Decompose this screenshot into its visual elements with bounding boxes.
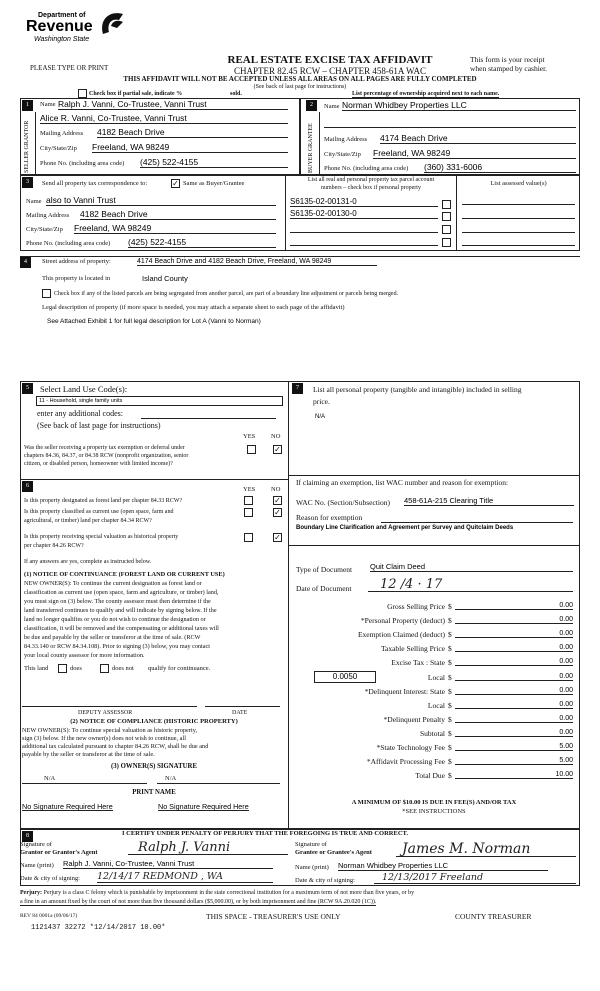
- doc-date-label: Date of Document: [296, 584, 352, 593]
- partial-sale-checkbox[interactable]: [78, 89, 87, 98]
- local-rate-field[interactable]: 0.0050: [314, 671, 376, 683]
- forest-land-question: Is this property designated as forest land per chapter 84.33 RCW?: [24, 498, 183, 504]
- rev-number: REV 84 0001a (09/06/17): [20, 913, 78, 919]
- corr-phone-label: Phone No. (including area code): [26, 240, 111, 247]
- amount-value[interactable]: 5.00: [455, 743, 573, 751]
- perjury-line-2: a fine in an amount fixed by the court of not more than five thousand dollars ($5,000.00), or by both imprisonment and fine (RCW 9A.20.020 (1C)).: [20, 899, 377, 905]
- grantee-signature[interactable]: James M. Norman: [396, 842, 576, 857]
- amount-value[interactable]: 0.00: [455, 630, 573, 638]
- buyer-name-label: Name: [324, 103, 340, 110]
- print-name-label: PRINT NAME: [132, 789, 176, 796]
- reason-field[interactable]: Boundary Line Clarification and Agreement per Survey and Quitclaim Deeds: [296, 525, 514, 531]
- amount-label: Taxable Selling Price: [380, 644, 445, 654]
- seller-city-label: City/State/Zip: [40, 145, 77, 152]
- does-label: does: [70, 665, 82, 672]
- grantor-signature[interactable]: Ralph J. Vanni: [128, 841, 288, 855]
- amount-label: *Personal Property (deduct): [360, 616, 445, 626]
- notice-compliance-line: NEW OWNER(S): To continue special valuation as historic property,: [22, 727, 198, 734]
- section-4-badge: 4: [20, 257, 31, 268]
- does-not-checkbox[interactable]: [100, 664, 109, 673]
- county-treasurer-label: COUNTY TREASURER: [455, 912, 532, 921]
- seller-exemption-q2: chapters 84.36, 84.37, or 84.38 RCW (nonprofit organization, senior: [24, 453, 189, 459]
- seller-exemption-q3: citizen, or disabled person, homeowner with limited income)?: [24, 461, 173, 467]
- currency-sign: $: [448, 771, 452, 781]
- list-pct-label: List percentage of ownership acquired next to each name.: [352, 91, 500, 97]
- grantee-agent-label: Grantee or Grantee's Agent: [295, 849, 372, 856]
- yes-header: YES: [243, 433, 256, 440]
- parcel-1-personal-checkbox[interactable]: [442, 200, 451, 209]
- yes-header-6: YES: [243, 486, 256, 493]
- logo-line2: Revenue: [26, 18, 93, 35]
- perjury-line-1: [20, 890, 414, 896]
- wac-label: WAC No. (Section/Subsection): [296, 498, 390, 507]
- doc-type-label: Type of Document: [296, 565, 353, 574]
- parcel-header-2: numbers – check box if personal property: [321, 185, 421, 191]
- logo-line1: Department of: [38, 12, 86, 19]
- grantee-name-label: Name (print): [295, 864, 329, 871]
- notice-continuance-line: classification as current use (open space, farm and agriculture, or timber) land,: [24, 589, 219, 596]
- located-label: This property is located in: [42, 275, 111, 282]
- this-land-label: This land: [24, 665, 49, 672]
- personal-property-field[interactable]: N/A: [315, 414, 326, 420]
- buyer-city-field[interactable]: Freeland, WA 98249: [373, 149, 576, 159]
- form-warning: THIS AFFIDAVIT WILL NOT BE ACCEPTED UNLESS ALL AREAS ON ALL PAGES ARE FULLY COMPLETED: [123, 75, 477, 83]
- notice-continuance-line: be due and payable by the seller or transferor at the time of sale. (RCW: [24, 634, 201, 641]
- grantor-date-field[interactable]: 12/14/17 REDMOND , WA: [97, 872, 273, 883]
- see-instructions-text: *SEE INSTRUCTIONS: [402, 808, 466, 815]
- seller-name2-field[interactable]: Alice R. Vanni, Co-Trustee, Vanni Trust: [40, 114, 288, 124]
- amount-label: *Delinquent Penalty: [383, 714, 445, 724]
- wac-field[interactable]: 458-61A-215 Clearing Title: [404, 497, 574, 506]
- amount-label: Local: [427, 700, 445, 710]
- grantor-sig-of: Signature of: [20, 841, 52, 848]
- no-header-6: NO: [271, 486, 281, 493]
- historic-no-checkbox[interactable]: ✓: [274, 533, 281, 542]
- amount-label: Local: [427, 672, 445, 682]
- notice-continuance-line: land no longer qualifies or you do not wish to continue the designation or: [24, 616, 206, 623]
- sold-label: sold.: [230, 91, 242, 97]
- certify-text: I CERTIFY UNDER PENALTY OF PERJURY THAT THE FOREGOING IS TRUE AND CORRECT.: [122, 830, 409, 837]
- buyer-city-label: City/State/Zip: [324, 151, 361, 158]
- notice-compliance-title: (2) NOTICE OF COMPLIANCE (HISTORIC PROPERTY): [70, 718, 238, 725]
- buyer-side-label: BUYER GRANTEE: [308, 123, 314, 173]
- forest-yes-checkbox[interactable]: [244, 496, 253, 505]
- buyer-mail-label: Mailing Address: [324, 136, 368, 143]
- corr-name-field[interactable]: also to Vanni Trust: [46, 196, 276, 206]
- personal-property-label: List all personal property (tangible and intangible) included in selling: [313, 385, 522, 394]
- owner-signature-2[interactable]: N/A: [157, 776, 280, 784]
- parcel-1-field[interactable]: S6135-02-00131-0: [290, 198, 438, 207]
- amount-label: *Delinquent Interest: State: [364, 686, 445, 696]
- amount-value[interactable]: 0.00: [455, 687, 573, 695]
- buyer-mail-field[interactable]: 4174 Beach Drive: [380, 134, 576, 144]
- currency-sign: $: [448, 658, 452, 668]
- seller-exemption-yes-checkbox[interactable]: [247, 445, 256, 454]
- logo-line3: Washington State: [34, 36, 90, 43]
- notice-continuance-line: you must sign on (3) below. The county assessor must then determine if the: [24, 598, 211, 605]
- grantor-name-label: Name (print): [20, 862, 54, 869]
- land-use-see-back: (See back of last page for instructions): [37, 421, 161, 430]
- segregated-label: Check box if any of the listed parcels are being segregated from another parcel, are part of a boundary line adjustment or parcels being merged.: [54, 291, 399, 297]
- does-not-label: does not: [112, 665, 134, 672]
- parcel-4-personal-checkbox[interactable]: [442, 238, 451, 247]
- buyer-phone-label: Phone No. (including area code): [324, 165, 409, 172]
- form-title: REAL ESTATE EXCISE TAX AFFIDAVIT: [227, 54, 433, 66]
- amount-label: Subtotal: [419, 728, 445, 738]
- section-8-badge: 8: [22, 831, 33, 842]
- notice-continuance-line: your local county assessor for more information.: [24, 652, 145, 659]
- parcel-2-field[interactable]: S6135-02-00130-0: [290, 210, 438, 219]
- if-yes-text: If any answers are yes, complete as instructed below.: [24, 559, 152, 565]
- partial-sale-label: Check box if partial sale, indicate %: [89, 91, 183, 97]
- notice-compliance-line: sign (3) below. If the new owner(s) does not wish to continue, all: [22, 735, 186, 742]
- doc-date-field[interactable]: 12 /4 · 17: [368, 578, 573, 592]
- send-correspondence-label: Send all property tax correspondence to:: [42, 180, 148, 187]
- qualify-label: qualify for continuance.: [148, 665, 211, 672]
- print-name-1[interactable]: No Signature Required Here: [22, 802, 113, 811]
- amount-value[interactable]: 10.00: [455, 771, 573, 779]
- currency-sign: $: [448, 757, 452, 767]
- amount-value[interactable]: 0.00: [455, 715, 573, 723]
- land-use-select[interactable]: 11 - Household, single family units: [36, 396, 283, 406]
- currency-sign: $: [448, 616, 452, 626]
- no-header: NO: [271, 433, 281, 440]
- amount-value[interactable]: 0.00: [455, 729, 573, 737]
- currency-sign: $: [448, 686, 452, 696]
- amount-value[interactable]: 0.00: [455, 602, 573, 610]
- parcel-2-personal-checkbox[interactable]: [442, 212, 451, 221]
- amount-value[interactable]: 0.00: [455, 644, 573, 652]
- buyer-name-field[interactable]: Norman Whidbey Properties LLC: [342, 101, 576, 111]
- perjury-label: Perjury:: [20, 890, 42, 896]
- notice-compliance-line: payable by the seller or transferor at the time of sale.: [22, 751, 155, 758]
- buyer-phone-field[interactable]: (360) 331-6006: [424, 163, 576, 173]
- grantor-name-field[interactable]: Ralph J. Vanni, Co-Trustee, Vanni Trust: [63, 860, 273, 869]
- price-label: price.: [313, 397, 330, 406]
- notice-continuance-line: land transferred continues to qualify and will indicate by signing below. If the: [24, 607, 217, 614]
- grantee-sig-of: Signature of: [295, 841, 327, 848]
- current-use-yes-checkbox[interactable]: [244, 508, 253, 517]
- notice-compliance-line: additional tax calculated pursuant to chapter 84.26 RCW, shall be due and: [22, 743, 209, 750]
- seller-exemption-no-checkbox[interactable]: ✓: [274, 445, 281, 454]
- same-as-buyer-checkbox[interactable]: ✓: [172, 179, 179, 188]
- receipt-line2: when stamped by cashier.: [470, 64, 548, 73]
- please-type: PLEASE TYPE OR PRINT: [30, 64, 109, 72]
- corr-phone-field[interactable]: (425) 522-4155: [128, 238, 276, 248]
- historic-question-2: per chapter 84.26 RCW?: [24, 543, 84, 549]
- treasurer-use-label: THIS SPACE - TREASURER'S USE ONLY: [206, 912, 341, 921]
- amount-label: Total Due: [415, 771, 445, 781]
- perjury-text-1: Perjury is a class C felony which is punishable by imprisonment in the state correctional institution for a maximum term of not more than five years, or by: [42, 890, 415, 896]
- current-use-no-checkbox[interactable]: ✓: [274, 508, 281, 517]
- amount-value[interactable]: 0.00: [455, 673, 573, 681]
- amount-value[interactable]: 0.00: [455, 701, 573, 709]
- currency-sign: $: [448, 743, 452, 752]
- historic-yes-checkbox[interactable]: [244, 533, 253, 542]
- form-chapter: CHAPTER 82.45 RCW – CHAPTER 458-61A WAC: [234, 66, 426, 76]
- amount-label: *State Technology Fee: [376, 743, 445, 752]
- logo-swoosh-icon: [97, 8, 127, 36]
- amount-value[interactable]: 5.00: [455, 757, 573, 765]
- doc-type-field[interactable]: Quit Claim Deed: [370, 563, 573, 572]
- grantee-date-label: Date & city of signing:: [295, 877, 355, 884]
- corr-city-field[interactable]: Freeland, WA 98249: [74, 224, 276, 234]
- current-use-question-1: Is this property classified as current use (open space, farm and: [24, 509, 174, 515]
- parcel-header-1: List all real and personal property tax parcel account: [307, 177, 435, 183]
- reason-label: Reason for exemption: [296, 513, 363, 522]
- amount-value[interactable]: 0.00: [455, 616, 573, 624]
- seller-city-field[interactable]: Freeland, WA 98249: [92, 143, 288, 153]
- currency-sign: $: [448, 630, 452, 640]
- seller-mail-label: Mailing Address: [40, 130, 84, 137]
- section-5-badge: 5: [22, 383, 33, 394]
- legal-label: Legal description of property (if more space is needed, you may attach a separate sheet to each page of the affidavit): [42, 304, 345, 311]
- section-3-badge: 3: [22, 177, 33, 188]
- owner-signature-1[interactable]: N/A: [22, 776, 147, 784]
- owner-signature-label: (3) OWNER(S) SIGNATURE: [111, 763, 197, 770]
- grantee-date-field[interactable]: 12/13/2017 Freeland: [374, 873, 576, 884]
- seller-side-label: SELLER GRANTOR: [24, 120, 30, 173]
- historic-question-1: Is this property receiving special valuation as historical property: [24, 534, 179, 540]
- legal-description[interactable]: See Attached Exhibit 1 for full legal description for Lot A (Vanni to Norman): [47, 318, 261, 325]
- corr-city-label: City/State/Zip: [26, 226, 63, 233]
- print-name-2[interactable]: No Signature Required Here: [158, 802, 249, 811]
- seller-exemption-q1: Was the seller receiving a property tax exemption or deferral under: [24, 445, 185, 451]
- receipt-line1: This form is your receipt: [470, 55, 545, 64]
- seller-phone-field[interactable]: (425) 522-4155: [140, 158, 288, 168]
- current-use-question-2: agricultural, or timber) land per chapter 84.34 RCW?: [24, 518, 152, 524]
- currency-sign: $: [448, 602, 452, 611]
- section-6-badge: 6: [22, 481, 33, 492]
- seller-name1-field[interactable]: Ralph J. Vanni, Co-Trustee, Vanni Trust: [58, 100, 288, 110]
- amount-label: Exemption Claimed (deduct): [357, 630, 445, 640]
- corr-name-label: Name: [26, 198, 42, 205]
- deputy-assessor-label: DEPUTY ASSESSOR: [78, 710, 133, 716]
- currency-sign: $: [448, 728, 452, 738]
- section-1-badge: 1: [22, 100, 33, 111]
- same-as-buyer-label: Same as Buyer/Grantee: [183, 180, 245, 187]
- date-label: DATE: [232, 710, 248, 716]
- county-field[interactable]: Island County: [142, 274, 188, 283]
- section-2-badge: 2: [306, 100, 317, 111]
- minimum-due-text: A MINIMUM OF $10.00 IS DUE IN FEE(S) AND/OR TAX: [351, 799, 517, 806]
- amount-label: Excise Tax : State: [391, 658, 445, 668]
- additional-codes-label: enter any additional codes:: [37, 409, 123, 418]
- see-back: (See back of last page for instructions): [253, 84, 347, 90]
- segregated-checkbox[interactable]: [42, 289, 51, 298]
- corr-mail-label: Mailing Address: [26, 212, 70, 219]
- exemption-label: If claiming an exemption, list WAC number and reason for exemption:: [296, 478, 509, 487]
- amount-label: Gross Selling Price: [387, 602, 445, 611]
- land-use-label: Select Land Use Code(s):: [40, 384, 128, 394]
- street-label: Street address of property:: [42, 258, 111, 265]
- amount-label: *Affidavit Processing Fee: [366, 757, 445, 767]
- section-7-badge: 7: [292, 383, 303, 394]
- assessed-header: List assessed value(s): [490, 180, 547, 187]
- grantor-date-label: Date & city of signing:: [20, 875, 80, 882]
- street-field[interactable]: 4174 Beach Drive and 4182 Beach Drive, Freeland, WA 98249: [137, 258, 377, 266]
- amount-value[interactable]: 0.00: [455, 658, 573, 666]
- parcel-3-personal-checkbox[interactable]: [442, 225, 451, 234]
- corr-mail-field[interactable]: 4182 Beach Drive: [80, 210, 276, 220]
- notice-continuance-title: (1) NOTICE OF CONTINUANCE (FOREST LAND OR CURRENT USE): [24, 571, 225, 578]
- seller-mail-field[interactable]: 4182 Beach Drive: [97, 128, 288, 138]
- currency-sign: $: [448, 700, 452, 710]
- seller-name-label: Name: [40, 101, 56, 108]
- grantor-agent-label: Grantor or Grantor's Agent: [20, 849, 98, 856]
- notice-continuance-line: classification, it will be removed and the compensating or additional taxes will: [24, 625, 219, 632]
- grantee-name-field[interactable]: Norman Whidbey Properties LLC: [338, 862, 548, 871]
- seller-phone-label: Phone No. (including area code): [40, 160, 125, 167]
- currency-sign: $: [448, 714, 452, 724]
- notice-continuance-line: NEW OWNER(S): To continue the current designation as forest land or: [24, 580, 202, 587]
- forest-no-checkbox[interactable]: ✓: [274, 496, 281, 505]
- treasurer-stamp: 1121437 32272 *12/14/2017 10.00*: [31, 924, 166, 932]
- currency-sign: $: [448, 644, 452, 654]
- notice-continuance-line: 84.33.140 or RCW 84.34.108). Prior to signing (3) below, you may contact: [24, 643, 210, 650]
- currency-sign: $: [448, 672, 452, 682]
- does-checkbox[interactable]: [58, 664, 67, 673]
